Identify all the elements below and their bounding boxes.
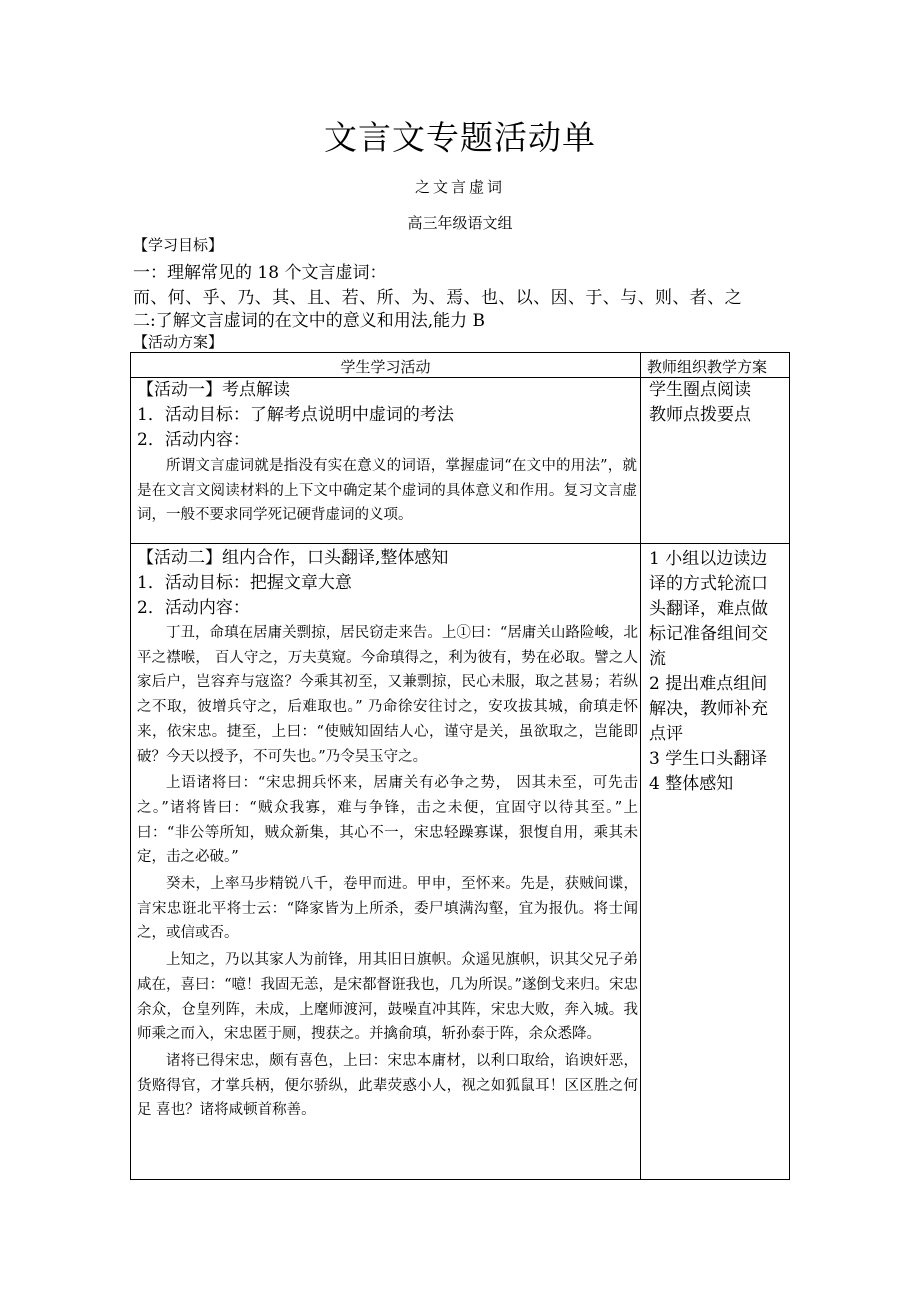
teacher-line: 点评 — [649, 724, 683, 744]
teacher-line: 头翻译，难点做 — [649, 599, 768, 619]
teacher-line: 流 — [649, 649, 666, 669]
author-group: 高三年级语文组 — [407, 214, 513, 232]
objective-1: 一：理解常见的 18 个文言虚词： — [133, 263, 387, 283]
activity-2-content-label: 2．活动内容： — [137, 598, 250, 618]
teacher-line: 4 整体感知 — [649, 774, 734, 794]
activity-1-paragraph: 所谓文言虚词就是指没有实在意义的词语，掌握虚词“在文中的用法”，就是在文言文阅读材料的上下文中确定某个虚词的具体意义和作用。复习文言虚词，一般不要求同学死记硬背虚词的义项。 — [137, 458, 637, 524]
column-header-student: 学生学习活动 — [340, 358, 431, 376]
plan-label: 【活动方案】 — [133, 333, 224, 351]
activity-1-cell — [137, 378, 637, 528]
activity-table — [130, 352, 790, 1180]
teacher-line: 译的方式轮流口 — [649, 574, 768, 594]
activity-1-goal: 1．活动目标：了解考点说明中虚词的考法 — [137, 405, 454, 425]
page-subtitle: 之文言虚词 — [414, 178, 505, 196]
teacher-line: 2 提出难点组间 — [649, 674, 768, 694]
table-column-divider — [640, 353, 641, 1179]
teacher-line: 教师点拨要点 — [649, 405, 751, 425]
teacher-line: 解决，教师补充 — [649, 699, 768, 719]
passage-paragraph: 上知之，乃以其家人为前锋，用其旧日旗帜。众遥见旗帜，识其父兄子弟咸在，喜曰：“噫！我固无恙，是宋都督诳我也，几为所误。”遂倒戈来归。宋忠余众，仓皇列阵，未成，上麾师渡河，鼓噪直冲其阵，宋忠大败，奔入城。我师乘之而入，宋忠匿于厕，搜获之。并擒俞瑱，斩孙泰于阵，余众悉降。 — [137, 952, 638, 1043]
teacher-line: 3 学生口头翻译 — [649, 749, 768, 769]
passage-paragraph: 癸未，上率马步精锐八千，卷甲而进。甲申，至怀来。先是，获贼间谍，言宋忠诳北平将士云：“降家皆为上所杀，委尸填满沟壑，宜为报仇。将士闻之，或信或否。 — [137, 876, 638, 942]
table-row-divider — [131, 543, 789, 544]
page-title: 文言文专题活动单 — [324, 118, 596, 157]
passage-paragraph: 上语诸将曰：“宋忠拥兵怀来，居庸关有必争之势， 因其未至，可先击之。”诸将皆曰：“贼众我寡，难与争锋，击之未便，宜固守以待其至。”上曰：“非公等所知，贼众新集，其心不一，宋忠轻躁寡谋，狠愎自用，乘其未定，击之必破。” — [137, 775, 638, 866]
activity-1-content-label: 2．活动内容： — [137, 430, 250, 450]
passage-paragraph: 诸将已得宋忠，颇有喜色，上曰：宋忠本庸材，以利口取给，谄谀奸恶，货赂得官，才掌兵柄，便尔骄纵，此辈荧惑小人，视之如狐鼠耳！区区胜之何足 喜也？诸将咸顿首称善。 — [137, 1052, 638, 1119]
activity-1-teacher-cell — [649, 378, 789, 428]
objectives-label: 【学习目标】 — [133, 236, 224, 254]
activity-2-teacher-cell — [649, 547, 789, 797]
activity-2-cell — [137, 546, 638, 1123]
objective-2: 二:了解文言虚词的在文中的意义和用法,能力 B — [133, 311, 486, 331]
teacher-line: 标记准备组间交 — [649, 624, 768, 644]
activity-2-heading: 【活动二】组内合作，口头翻译,整体感知 — [137, 548, 449, 568]
activity-1-heading: 【活动一】考点解读 — [137, 380, 290, 400]
teacher-line: 1 小组以边读边 — [649, 549, 768, 569]
activity-2-goal: 1．活动目标：把握文章大意 — [137, 573, 352, 593]
column-header-teacher: 教师组织教学方案 — [647, 358, 768, 376]
passage-paragraph: 丁丑，命瑱在居庸关剽掠，居民窃走来告。上①曰：“居庸关山路险峻，北平之襟喉， 百人守之，万夫莫窥。今命瑱得之，利为彼有，势在必取。譬之人家后户，岂容弃与寇盗？今乘其初至，又兼剽掠，民心未服，取之甚易；若纵之不取，彼增兵守之，后难取也。” 乃命徐安往讨之，安攻拔其城，俞瑱走怀来，依宋忠。捷至，上曰：“使贼知固结人心，谨守是关，虽欲取之，岂能即破？今天以授予，不可失也。”乃令吴玉守之。 — [137, 625, 638, 765]
teacher-line: 学生圈点阅读 — [649, 380, 751, 400]
function-word-list: 而、何、乎、乃、其、且、若、所、为、焉、也、以、因、于、与、则、者、之 — [133, 288, 742, 308]
